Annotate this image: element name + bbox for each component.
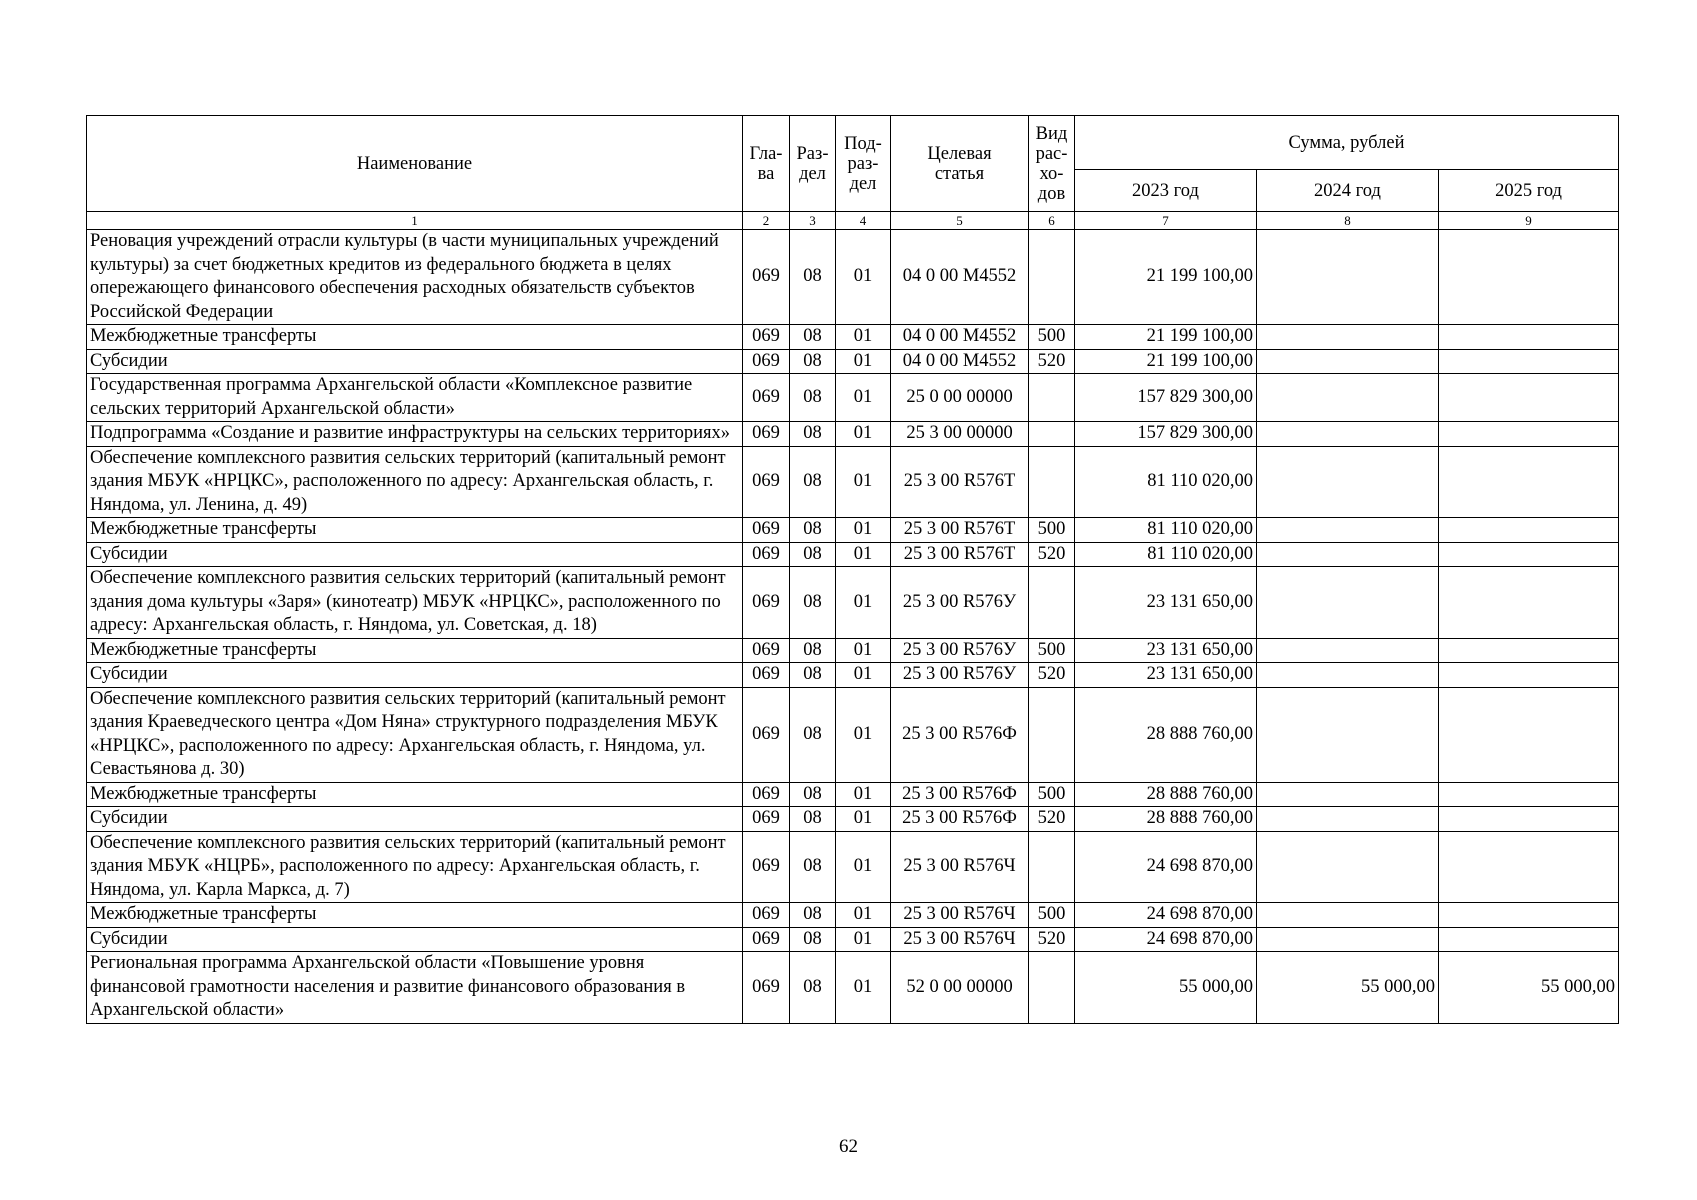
cell-sum-2023: 24 698 870,00: [1075, 903, 1257, 928]
cell-razdel: 08: [790, 518, 836, 543]
cell-glava: 069: [743, 518, 790, 543]
cell-vid-rashodov: 500: [1029, 903, 1075, 928]
cell-glava: 069: [743, 230, 790, 325]
header-razdel-text: Раз- дел: [796, 143, 829, 184]
cell-razdel: 08: [790, 374, 836, 422]
cell-sum-2025: [1439, 374, 1619, 422]
cell-podrazdel: 01: [836, 374, 891, 422]
cell-sum-2023: 28 888 760,00: [1075, 807, 1257, 832]
cell-sum-2023: 21 199 100,00: [1075, 349, 1257, 374]
cell-sum-2024: [1257, 422, 1439, 447]
cell-celevaya-statya: 25 3 00 00000: [891, 422, 1029, 447]
cell-razdel: 08: [790, 831, 836, 903]
cell-celevaya-statya: 25 3 00 R576Ч: [891, 903, 1029, 928]
cell-name: Государственная программа Архангельской области «Комплексное развитие сельских территорий Архангельской области»: [87, 374, 743, 422]
cell-podrazdel: 01: [836, 518, 891, 543]
cell-sum-2025: [1439, 903, 1619, 928]
table-row: [87, 807, 1619, 832]
cell-celevaya-statya: 04 0 00 M4552: [891, 349, 1029, 374]
cell-vid-rashodov: [1029, 952, 1075, 1024]
cell-vid-rashodov: 500: [1029, 518, 1075, 543]
cell-name: Обеспечение комплексного развития сельских территорий (капитальный ремонт здания Краеведческого центра «Дом Няна» структурного подразделения МБУК «НРЦКС», расположенного по адресу: Архангельская область, г. Няндома, ул. Севастьянова д. 30): [87, 687, 743, 782]
cell-sum-2024: [1257, 567, 1439, 639]
cell-podrazdel: 01: [836, 325, 891, 350]
cell-podrazdel: 01: [836, 567, 891, 639]
cell-glava: 069: [743, 687, 790, 782]
cell-sum-2023: 157 829 300,00: [1075, 422, 1257, 447]
column-number-row: [87, 212, 1619, 230]
cell-sum-2023: 24 698 870,00: [1075, 927, 1257, 952]
cell-vid-rashodov: 520: [1029, 927, 1075, 952]
cell-celevaya-statya: 25 3 00 R576Т: [891, 446, 1029, 518]
cell-celevaya-statya: 25 3 00 R576Т: [891, 542, 1029, 567]
cell-name: Обеспечение комплексного развития сельских территорий (капитальный ремонт здания дома культуры «Заря» (кинотеатр) МБУК «НРЦКС», расположенного по адресу: Архангельская область, г. Няндома, ул. Советская, д. 18): [87, 567, 743, 639]
column-number: 7: [1075, 212, 1257, 230]
cell-glava: 069: [743, 807, 790, 832]
cell-sum-2023: 28 888 760,00: [1075, 782, 1257, 807]
cell-podrazdel: 01: [836, 807, 891, 832]
cell-glava: 069: [743, 638, 790, 663]
cell-vid-rashodov: 500: [1029, 325, 1075, 350]
cell-razdel: 08: [790, 422, 836, 447]
cell-glava: 069: [743, 349, 790, 374]
table-row: [87, 638, 1619, 663]
header-year-2024: 2024 год: [1257, 170, 1439, 212]
cell-vid-rashodov: 520: [1029, 807, 1075, 832]
cell-vid-rashodov: [1029, 422, 1075, 447]
cell-podrazdel: 01: [836, 831, 891, 903]
table-row: [87, 663, 1619, 688]
cell-glava: 069: [743, 542, 790, 567]
cell-glava: 069: [743, 952, 790, 1024]
cell-podrazdel: 01: [836, 782, 891, 807]
cell-glava: 069: [743, 927, 790, 952]
cell-name: Обеспечение комплексного развития сельских территорий (капитальный ремонт здания МБУК «НРЦКС», расположенного по адресу: Архангельская область, г. Няндома, ул. Ленина, д. 49): [87, 446, 743, 518]
cell-name: Подпрограмма «Создание и развитие инфраструктуры на сельских территориях»: [87, 422, 743, 447]
cell-sum-2025: [1439, 349, 1619, 374]
cell-name: Реновация учреждений отрасли культуры (в части муниципальных учреждений культуры) за счет бюджетных кредитов из федерального бюджета в целях опережающего финансового обеспечения расходных обязательств субъектов Российской Федерации: [87, 230, 743, 325]
cell-name: Межбюджетные трансферты: [87, 782, 743, 807]
cell-razdel: 08: [790, 807, 836, 832]
table-row: [87, 325, 1619, 350]
table-row: [87, 422, 1619, 447]
table-row: [87, 952, 1619, 1024]
cell-celevaya-statya: 25 0 00 00000: [891, 374, 1029, 422]
cell-vid-rashodov: [1029, 446, 1075, 518]
cell-vid-rashodov: 520: [1029, 542, 1075, 567]
cell-sum-2023: 157 829 300,00: [1075, 374, 1257, 422]
cell-podrazdel: 01: [836, 542, 891, 567]
cell-razdel: 08: [790, 446, 836, 518]
cell-sum-2024: [1257, 927, 1439, 952]
column-number: 5: [891, 212, 1029, 230]
cell-sum-2024: [1257, 325, 1439, 350]
column-number: 8: [1257, 212, 1439, 230]
cell-vid-rashodov: [1029, 230, 1075, 325]
cell-name: Субсидии: [87, 663, 743, 688]
cell-sum-2024: [1257, 638, 1439, 663]
cell-name: Межбюджетные трансферты: [87, 518, 743, 543]
table-body: [87, 230, 1619, 1024]
cell-sum-2023: 23 131 650,00: [1075, 638, 1257, 663]
column-number: 2: [743, 212, 790, 230]
cell-sum-2023: 21 199 100,00: [1075, 230, 1257, 325]
cell-glava: 069: [743, 374, 790, 422]
cell-vid-rashodov: 500: [1029, 782, 1075, 807]
cell-celevaya-statya: 25 3 00 R576Ч: [891, 927, 1029, 952]
cell-podrazdel: 01: [836, 446, 891, 518]
cell-name: Межбюджетные трансферты: [87, 325, 743, 350]
cell-vid-rashodov: [1029, 687, 1075, 782]
cell-celevaya-statya: 25 3 00 R576Ч: [891, 831, 1029, 903]
cell-sum-2025: [1439, 446, 1619, 518]
cell-sum-2023: 81 110 020,00: [1075, 518, 1257, 543]
page-number: 62: [839, 1136, 858, 1157]
cell-sum-2025: [1439, 807, 1619, 832]
cell-sum-2023: 81 110 020,00: [1075, 446, 1257, 518]
cell-celevaya-statya: 04 0 00 M4552: [891, 230, 1029, 325]
header-podrazdel-text: Под- раз- дел: [844, 133, 882, 194]
cell-razdel: 08: [790, 903, 836, 928]
cell-sum-2025: [1439, 831, 1619, 903]
cell-razdel: 08: [790, 638, 836, 663]
column-number: 4: [836, 212, 891, 230]
cell-vid-rashodov: 500: [1029, 638, 1075, 663]
column-number: 3: [790, 212, 836, 230]
cell-vid-rashodov: [1029, 831, 1075, 903]
cell-razdel: 08: [790, 325, 836, 350]
cell-sum-2023: 28 888 760,00: [1075, 687, 1257, 782]
cell-glava: 069: [743, 782, 790, 807]
cell-sum-2024: [1257, 782, 1439, 807]
cell-celevaya-statya: 25 3 00 R576Ф: [891, 807, 1029, 832]
cell-sum-2025: 55 000,00: [1439, 952, 1619, 1024]
table-row: [87, 903, 1619, 928]
cell-sum-2024: [1257, 542, 1439, 567]
cell-sum-2025: [1439, 230, 1619, 325]
cell-sum-2025: [1439, 782, 1619, 807]
header-podrazdel: [836, 116, 891, 212]
table-row: [87, 542, 1619, 567]
cell-razdel: 08: [790, 782, 836, 807]
cell-razdel: 08: [790, 349, 836, 374]
header-celevaya-statya: [891, 116, 1029, 212]
cell-glava: 069: [743, 325, 790, 350]
header-name: Наименование: [87, 116, 743, 212]
cell-sum-2023: 81 110 020,00: [1075, 542, 1257, 567]
cell-name: Обеспечение комплексного развития сельских территорий (капитальный ремонт здания МБУК «НЦРБ», расположенного по адресу: Архангельская область, г. Няндома, ул. Карла Маркса, д. 7): [87, 831, 743, 903]
cell-sum-2025: [1439, 927, 1619, 952]
column-number: 6: [1029, 212, 1075, 230]
cell-name: Субсидии: [87, 542, 743, 567]
cell-celevaya-statya: 25 3 00 R576Ф: [891, 782, 1029, 807]
cell-sum-2023: 24 698 870,00: [1075, 831, 1257, 903]
cell-razdel: 08: [790, 230, 836, 325]
cell-vid-rashodov: [1029, 567, 1075, 639]
cell-name: Региональная программа Архангельской области «Повышение уровня финансовой грамотности населения и развитие финансового образования в Архангельской области»: [87, 952, 743, 1024]
cell-sum-2023: 23 131 650,00: [1075, 663, 1257, 688]
cell-razdel: 08: [790, 663, 836, 688]
cell-sum-2023: 55 000,00: [1075, 952, 1257, 1024]
cell-sum-2024: [1257, 374, 1439, 422]
table-row: [87, 927, 1619, 952]
cell-sum-2025: [1439, 325, 1619, 350]
cell-razdel: 08: [790, 567, 836, 639]
cell-glava: 069: [743, 903, 790, 928]
cell-podrazdel: 01: [836, 952, 891, 1024]
cell-podrazdel: 01: [836, 687, 891, 782]
cell-celevaya-statya: 25 3 00 R576У: [891, 567, 1029, 639]
header-glava: [743, 116, 790, 212]
column-number: 1: [87, 212, 743, 230]
cell-sum-2023: 23 131 650,00: [1075, 567, 1257, 639]
cell-sum-2024: [1257, 831, 1439, 903]
cell-podrazdel: 01: [836, 638, 891, 663]
cell-sum-2025: [1439, 687, 1619, 782]
cell-glava: 069: [743, 446, 790, 518]
cell-podrazdel: 01: [836, 230, 891, 325]
cell-sum-2024: [1257, 663, 1439, 688]
cell-razdel: 08: [790, 952, 836, 1024]
cell-celevaya-statya: 52 0 00 00000: [891, 952, 1029, 1024]
cell-celevaya-statya: 25 3 00 R576Т: [891, 518, 1029, 543]
cell-glava: 069: [743, 663, 790, 688]
table-row: [87, 374, 1619, 422]
cell-podrazdel: 01: [836, 349, 891, 374]
cell-sum-2025: [1439, 638, 1619, 663]
cell-name: Межбюджетные трансферты: [87, 903, 743, 928]
cell-sum-2025: [1439, 542, 1619, 567]
header-summa: Сумма, рублей: [1075, 116, 1619, 170]
header-vid-text: Вид рас- хо- дов: [1035, 123, 1068, 204]
table-row: [87, 230, 1619, 325]
cell-glava: 069: [743, 567, 790, 639]
table-row: [87, 687, 1619, 782]
cell-sum-2024: [1257, 446, 1439, 518]
cell-sum-2024: [1257, 903, 1439, 928]
header-glava-text: Гла- ва: [749, 143, 783, 184]
cell-razdel: 08: [790, 927, 836, 952]
cell-sum-2025: [1439, 518, 1619, 543]
cell-glava: 069: [743, 831, 790, 903]
table-row: [87, 567, 1619, 639]
table-row: [87, 782, 1619, 807]
cell-razdel: 08: [790, 687, 836, 782]
cell-name: Субсидии: [87, 349, 743, 374]
cell-vid-rashodov: 520: [1029, 663, 1075, 688]
cell-glava: 069: [743, 422, 790, 447]
cell-sum-2025: [1439, 663, 1619, 688]
cell-name: Субсидии: [87, 807, 743, 832]
cell-vid-rashodov: 520: [1029, 349, 1075, 374]
table-row: [87, 446, 1619, 518]
cell-name: Субсидии: [87, 927, 743, 952]
header-celevaya-text: Целевая статья: [927, 143, 992, 184]
cell-razdel: 08: [790, 542, 836, 567]
cell-sum-2024: [1257, 687, 1439, 782]
cell-podrazdel: 01: [836, 903, 891, 928]
budget-table: [86, 115, 1619, 1024]
cell-podrazdel: 01: [836, 422, 891, 447]
header-vid-rashodov: [1029, 116, 1075, 212]
header-year-2025: 2025 год: [1439, 170, 1619, 212]
cell-celevaya-statya: 25 3 00 R576У: [891, 663, 1029, 688]
cell-podrazdel: 01: [836, 663, 891, 688]
cell-sum-2025: [1439, 567, 1619, 639]
table-row: [87, 518, 1619, 543]
header-razdel: [790, 116, 836, 212]
cell-sum-2023: 21 199 100,00: [1075, 325, 1257, 350]
cell-podrazdel: 01: [836, 927, 891, 952]
cell-sum-2025: [1439, 422, 1619, 447]
column-number: 9: [1439, 212, 1619, 230]
cell-celevaya-statya: 04 0 00 M4552: [891, 325, 1029, 350]
header-year-2023: 2023 год: [1075, 170, 1257, 212]
cell-sum-2024: [1257, 349, 1439, 374]
cell-celevaya-statya: 25 3 00 R576Ф: [891, 687, 1029, 782]
table-row: [87, 349, 1619, 374]
cell-vid-rashodov: [1029, 374, 1075, 422]
cell-sum-2024: [1257, 807, 1439, 832]
table-row: [87, 831, 1619, 903]
cell-sum-2024: [1257, 518, 1439, 543]
cell-name: Межбюджетные трансферты: [87, 638, 743, 663]
cell-sum-2024: 55 000,00: [1257, 952, 1439, 1024]
cell-celevaya-statya: 25 3 00 R576У: [891, 638, 1029, 663]
cell-sum-2024: [1257, 230, 1439, 325]
